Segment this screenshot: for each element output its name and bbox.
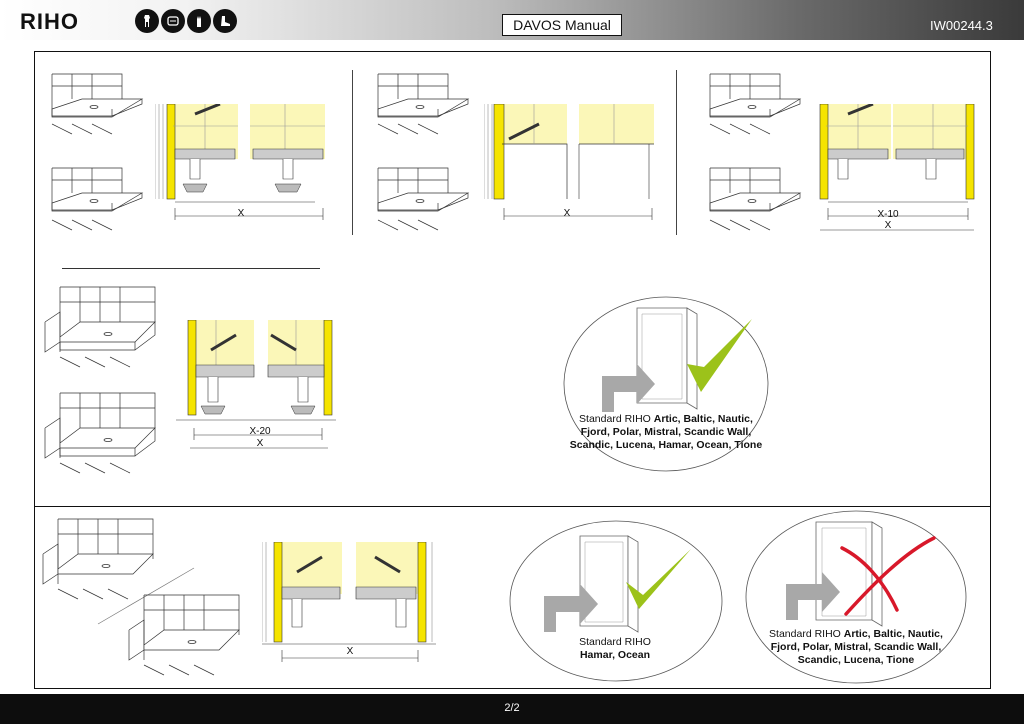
dimension-label-x: X	[256, 438, 264, 449]
footer-bar	[0, 694, 1024, 724]
shower-tray-illustration	[700, 158, 808, 240]
shower-tray-illustration	[42, 158, 150, 240]
column-divider-2	[676, 70, 677, 235]
corner-tray-illustration	[40, 282, 162, 374]
dimension-label-x-minus-10: X-10	[877, 209, 899, 220]
safety-boot-icon	[213, 9, 237, 33]
row-separator	[62, 268, 320, 269]
shower-tray-illustration	[368, 64, 476, 144]
corner-tray-illustration	[124, 590, 244, 682]
coverall-icon	[135, 9, 159, 33]
dimension-label-x: X	[346, 646, 354, 657]
brand-logo: RIHO	[20, 9, 79, 34]
column-divider-1	[352, 70, 353, 235]
approved-models-caption: Standard RIHO Artic, Baltic, Nautic, Fjord, Polar, Mistral, Scandic Wall, Scandic, Lucena, Hamar, Ocean, Tione	[569, 413, 763, 451]
sealing-detail-drawing	[484, 104, 654, 224]
gloves-mask-icon	[161, 9, 185, 33]
header-bar	[0, 0, 1024, 40]
section-divider	[34, 506, 991, 507]
sealing-detail-drawing	[155, 104, 325, 224]
document-code: IW00244.3	[930, 18, 993, 33]
approved-models-caption: Standard RIHO Hamar, Ocean	[579, 636, 651, 661]
dimension-label-x-minus-20: X-20	[249, 426, 271, 437]
manual-title: DAVOS Manual	[502, 14, 622, 36]
rejected-models-caption: Standard RIHO Artic, Baltic, Nautic, Fjord, Polar, Mistral, Scandic Wall, Scandic, Lucena, Tione	[769, 628, 943, 666]
glove-icon	[187, 9, 211, 33]
dimension-label-x: X	[237, 208, 245, 219]
required-tools	[135, 9, 237, 33]
shower-tray-illustration	[700, 64, 808, 144]
page-number: 2/2	[504, 702, 520, 714]
dimension-label-x: X	[563, 208, 571, 219]
shower-tray-illustration	[368, 158, 476, 240]
shower-tray-illustration	[42, 64, 150, 144]
corner-tray-illustration	[40, 388, 162, 480]
dimension-label-x: X	[884, 220, 892, 231]
